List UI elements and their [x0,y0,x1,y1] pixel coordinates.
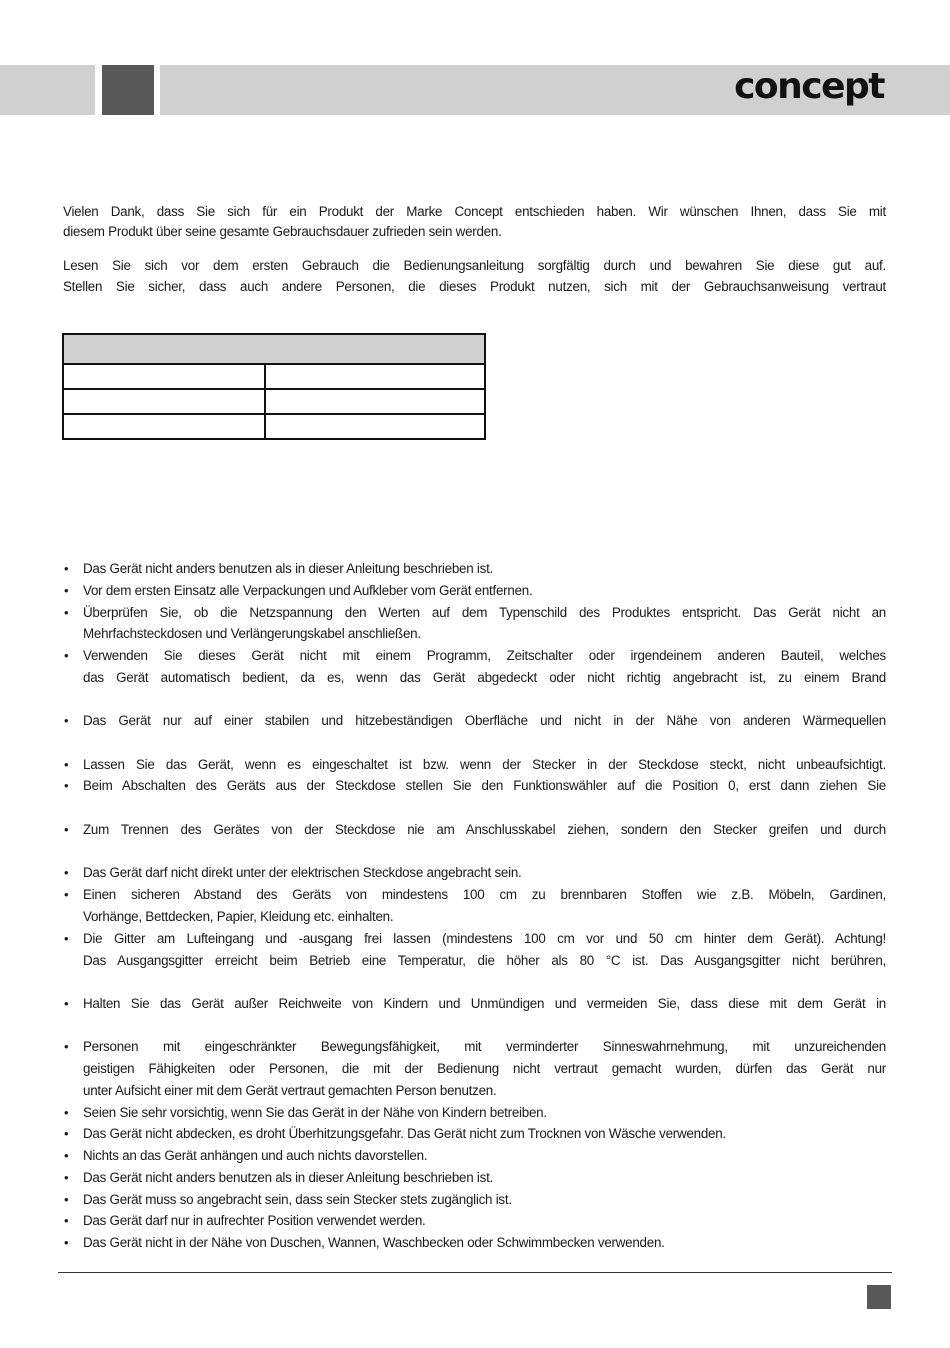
list-item-line: unter Aufsicht einer mit dem Gerät vertraut gemachten Person benutzen. [83,1083,497,1098]
list-item-line: Personen mit eingeschränkter Bewegungsfähigkeit, mit verminderter Sinneswahrnehmung, mit unzureichenden [83,1039,886,1054]
spec-cell [265,364,485,389]
list-item-line: Das Gerät nicht anders benutzen als in dieser Anleitung beschrieben ist. [83,1170,494,1185]
list-item-line: Beim Abschalten des Geräts aus der Steckdose stellen Sie den Funktionswähler auf die Position 0, erst dann ziehen Sie [83,778,886,793]
bullet-marker: • [64,1213,69,1228]
bullet-marker: • [64,887,69,902]
bullet-marker: • [64,996,69,1011]
list-item-line: Seien Sie sehr vorsichtig, wenn Sie das Gerät in der Nähe von Kindern betreiben. [83,1105,547,1120]
intro-line: Stellen Sie sicher, dass auch andere Personen, die dieses Produkt nutzen, sich mit der Gebrauchsanweisung vertraut [63,279,886,294]
list-item-line: Das Gerät nicht anders benutzen als in dieser Anleitung beschrieben ist. [83,561,494,576]
spec-cell [265,389,485,414]
list-item-line: Einen sicheren Abstand des Geräts von mindestens 100 cm zu brennbaren Stoffen wie z.B. Möbeln, Gardinen, [83,887,886,902]
list-item-line: das Gerät automatisch bedient, da es, wenn das Gerät abgedeckt oder nicht richtig angebracht ist, zu einem Brand [83,670,886,685]
list-item-line: Das Gerät darf nur in aufrechter Position verwendet werden. [83,1213,426,1228]
bullet-marker: • [64,583,69,598]
list-item-line: geistigen Fähigkeiten oder Personen, die mit der Bedienung nicht vertraut gemacht wurden, dürfen das Gerät nur [83,1061,886,1076]
bullet-marker: • [64,931,69,946]
bullet-marker: • [64,1105,69,1120]
list-item-line: Überprüfen Sie, ob die Netzspannung den Werten auf dem Typenschild des Produktes entspricht. Das Gerät nicht an [83,605,886,620]
bullet-marker: • [64,1170,69,1185]
bullet-marker: • [64,1192,69,1207]
list-item-line: Das Gerät muss so angebracht sein, dass sein Stecker stets zugänglich ist. [83,1192,512,1207]
list-item-line: Das Ausgangsgitter erreicht beim Betrieb eine Temperatur, die höher als 80 °C ist. Das Ausgangsgitter nicht berühren, [83,953,886,968]
bullet-marker: • [64,865,69,880]
spec-cell [265,414,485,439]
list-item-line: Das Gerät nur auf einer stabilen und hitzebeständigen Oberfläche und nicht in der Nähe von anderen Wärmequellen [83,713,886,728]
header-chapter-marker [102,65,154,115]
list-item-line: Verwenden Sie dieses Gerät nicht mit einem Programm, Zeitschalter oder irgendeinem anderen Bauteil, welches [83,648,886,663]
intro-line: diesem Produkt über seine gesamte Gebrauchsdauer zufrieden sein werden. [63,224,502,239]
header-band-left [0,65,95,115]
bullet-marker: • [64,605,69,620]
list-item-line: Die Gitter am Lufteingang und -ausgang frei lassen (mindestens 100 cm vor und 50 cm hinter dem Gerät). Achtung! [83,931,886,946]
intro-line: Lesen Sie sich vor dem ersten Gebrauch die Bedienungsanleitung sorgfältig durch und bewahren Sie diese gut auf. [63,258,886,273]
brand-logo: concept [734,66,884,107]
page-number-marker [867,1285,891,1309]
spec-cell [63,389,265,414]
list-item-line: Das Gerät darf nicht direkt unter der elektrischen Steckdose angebracht sein. [83,865,522,880]
spec-table-header [63,334,485,364]
bullet-marker: • [64,648,69,663]
list-item-line: Mehrfachsteckdosen und Verlängerungskabel anschließen. [83,626,421,641]
spec-cell [63,364,265,389]
list-item-line: Zum Trennen des Gerätes von der Steckdose nie am Anschlusskabel ziehen, sondern den Stecker greifen und durch [83,822,886,837]
list-item-line: Lassen Sie das Gerät, wenn es eingeschaltet ist bzw. wenn der Stecker in der Steckdose steckt, nicht unbeaufsichtigt. [83,757,886,772]
footer-divider [58,1272,892,1273]
bullet-marker: • [64,778,69,793]
list-item-line: Das Gerät nicht in der Nähe von Duschen, Wannen, Waschbecken oder Schwimmbecken verwenden. [83,1235,665,1250]
intro-line: Vielen Dank, dass Sie sich für ein Produkt der Marke Concept entschieden haben. Wir wünschen Ihnen, dass Sie mit [63,204,886,219]
bullet-marker: • [64,1039,69,1054]
list-item-line: Vorhänge, Bettdecken, Papier, Kleidung etc. einhalten. [83,909,394,924]
bullet-marker: • [64,822,69,837]
bullet-marker: • [64,1126,69,1141]
bullet-marker: • [64,1148,69,1163]
list-item-line: Das Gerät nicht abdecken, es droht Überhitzungsgefahr. Das Gerät nicht zum Trocknen von Wäsche verwenden. [83,1126,726,1141]
bullet-marker: • [64,561,69,576]
bullet-marker: • [64,713,69,728]
list-item-line: Nichts an das Gerät anhängen und auch nichts davorstellen. [83,1148,428,1163]
spec-cell [63,414,265,439]
list-item-line: Vor dem ersten Einsatz alle Verpackungen und Aufkleber vom Gerät entfernen. [83,583,533,598]
list-item-line: Halten Sie das Gerät außer Reichweite von Kindern und Unmündigen und vermeiden Sie, dass diese mit dem Gerät in [83,996,886,1011]
bullet-marker: • [64,1235,69,1250]
spec-table [62,333,486,440]
bullet-marker: • [64,757,69,772]
